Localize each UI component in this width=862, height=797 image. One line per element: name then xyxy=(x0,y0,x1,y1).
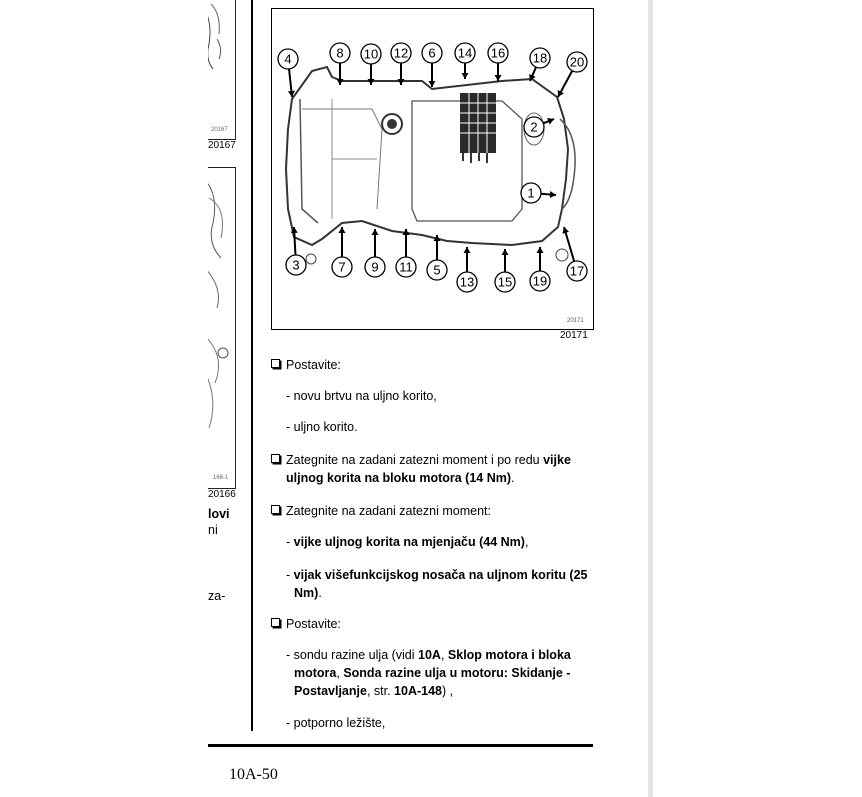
callout-arrowhead-7 xyxy=(339,227,346,233)
callout-label-13: 13 xyxy=(459,274,475,290)
step-4-item-1: - sondu razine ulja (vidi 10A, Sklop motora i bloka motora, Sonda razine ulja u motoru: Skidanje - Postavljanje, str. 10A-148) , xyxy=(286,648,571,698)
callout-arrowhead-14 xyxy=(462,73,469,79)
callout-label-2: 2 xyxy=(530,119,538,135)
step-4: Postavite: xyxy=(271,615,593,633)
callout-label-8: 8 xyxy=(336,45,344,61)
callout-arrowhead-1 xyxy=(550,191,556,198)
callout-label-7: 7 xyxy=(338,259,346,275)
callout-label-5: 5 xyxy=(433,262,441,278)
step-1-item-2: - uljno korito. xyxy=(286,420,358,434)
step-3: Zategnite na zadani zatezni moment: xyxy=(271,502,593,520)
left-figure-2 xyxy=(208,167,236,489)
callout-label-20: 20 xyxy=(569,54,585,70)
step-4-item-2: - potporno ležište, xyxy=(286,716,386,730)
left-figure-1 xyxy=(208,0,236,140)
callout-label-9: 9 xyxy=(371,259,379,275)
checkbox-bullet-icon xyxy=(271,454,280,463)
engine-drawing-fragment-1 xyxy=(208,0,235,139)
oil-pan-figure xyxy=(271,8,594,330)
left-fig2-caption: 20166 xyxy=(208,489,236,500)
page-number: 10A-50 xyxy=(229,766,278,783)
step-3-item-2: - vijak višefunkcijskog nosača na uljnom koritu (25 Nm). xyxy=(286,568,588,600)
left-fig1-caption: 20167 xyxy=(208,140,236,151)
left-text-3: za- xyxy=(208,589,226,603)
callout-arrowhead-16 xyxy=(495,75,502,81)
callout-label-11: 11 xyxy=(399,259,413,275)
callout-arrowhead-15 xyxy=(502,249,509,255)
checkbox-bullet-icon xyxy=(271,618,280,627)
page-margin-right xyxy=(648,0,862,797)
checkbox-bullet-icon xyxy=(271,359,280,368)
callout-label-16: 16 xyxy=(490,45,506,61)
left-column xyxy=(208,0,248,740)
callout-arrowhead-13 xyxy=(464,247,471,253)
oil-pan-drawing xyxy=(272,9,593,329)
callout-label-3: 3 xyxy=(292,257,300,273)
left-text-1: lovi xyxy=(208,507,230,521)
step-2: Zategnite na zadani zatezni moment i po redu vijke uljnog korita na bloku motora (14 Nm). xyxy=(271,451,608,487)
figure-number: 20171 xyxy=(560,330,588,341)
left-fig2-small: 166-1 xyxy=(213,475,229,481)
callout-label-6: 6 xyxy=(428,45,436,61)
column-divider xyxy=(251,0,253,731)
engine-drawing-fragment-2 xyxy=(208,168,235,488)
left-fig1-small: 20167 xyxy=(211,127,228,133)
step-3-item-1: - vijke uljnog korita na mjenjaču (44 Nm), xyxy=(286,535,529,549)
checkbox-bullet-icon xyxy=(271,505,280,514)
step-1-item-1: - novu brtvu na uljno korito, xyxy=(286,389,437,403)
step-1: Postavite: xyxy=(271,356,593,374)
callout-label-19: 19 xyxy=(532,273,548,289)
callout-arrowhead-9 xyxy=(372,229,379,235)
figure-small-number: 20171 xyxy=(567,318,584,324)
callout-label-17: 17 xyxy=(569,263,585,279)
footer-rule xyxy=(208,744,593,747)
callout-label-14: 14 xyxy=(457,45,473,61)
callout-label-15: 15 xyxy=(497,274,513,290)
callout-arrowhead-19 xyxy=(537,247,544,253)
left-text-2: ni xyxy=(208,523,218,537)
page-edge xyxy=(648,0,653,797)
callout-label-4: 4 xyxy=(284,51,292,67)
callout-label-12: 12 xyxy=(393,45,409,61)
callout-label-10: 10 xyxy=(363,46,379,62)
callout-label-18: 18 xyxy=(532,50,548,66)
callout-label-1: 1 xyxy=(527,185,535,201)
